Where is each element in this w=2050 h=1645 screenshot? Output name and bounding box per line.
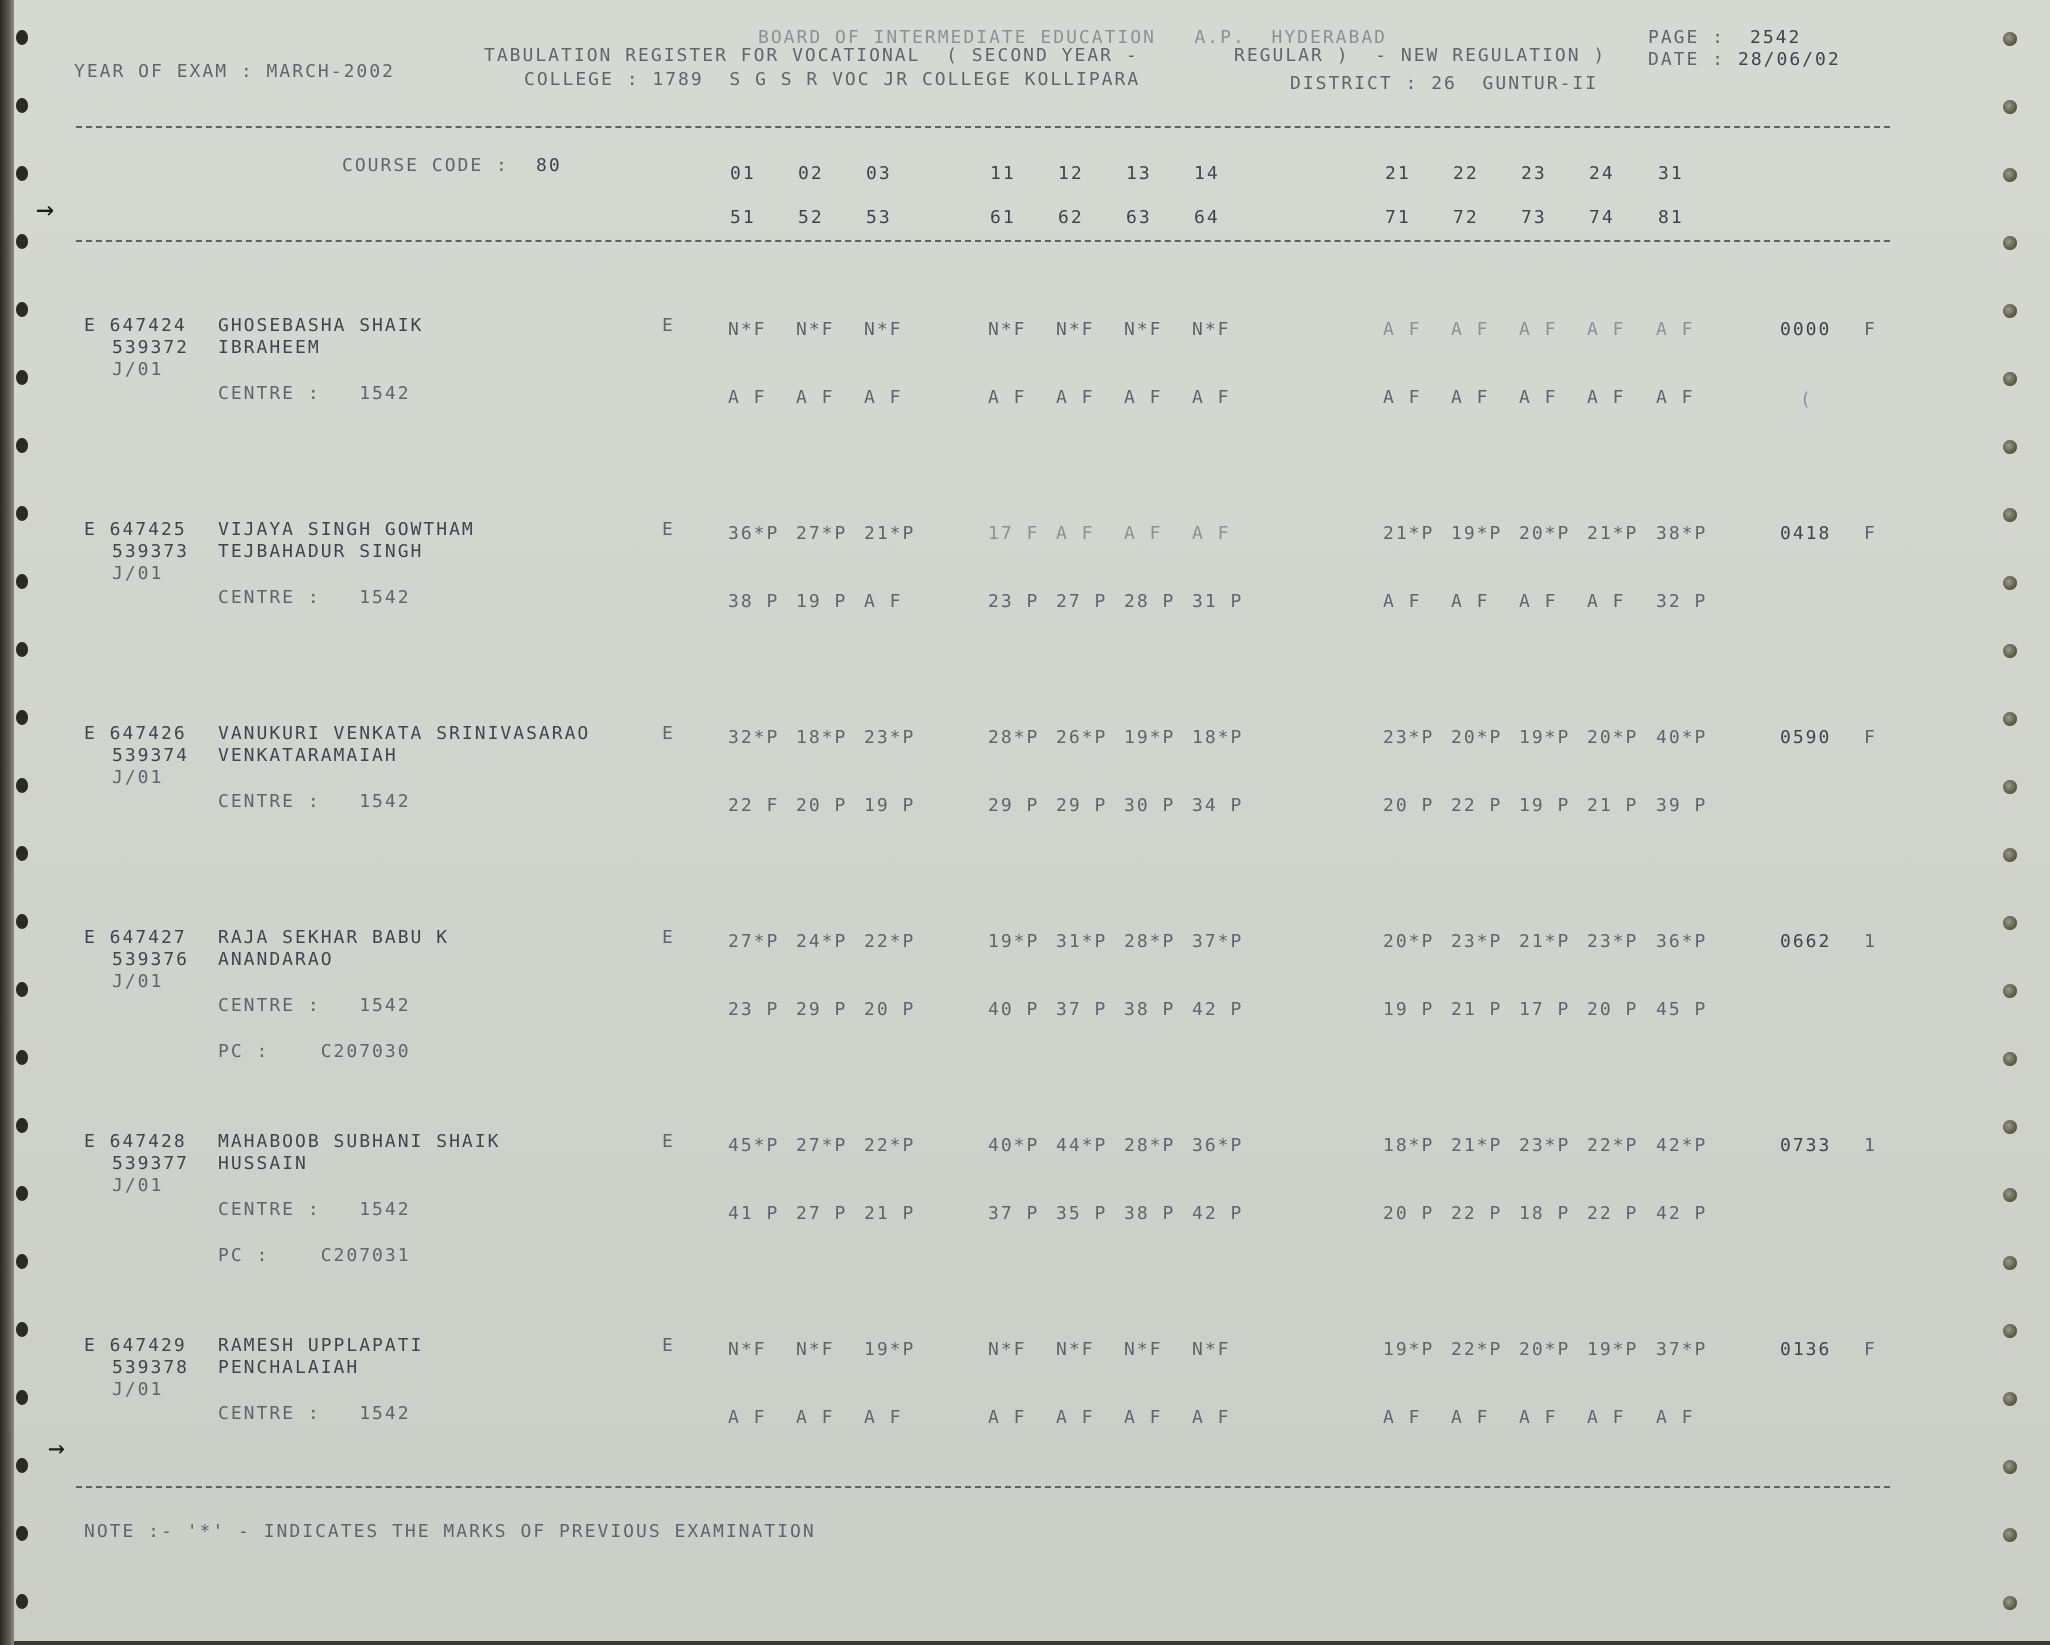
mark-cell: 19*P: [1451, 523, 1503, 544]
left-feed-hole: [16, 30, 28, 45]
left-feed-hole: [16, 1390, 28, 1405]
right-feed-hole: [2003, 440, 2017, 454]
arrow-mark: →: [36, 192, 57, 227]
print-date: 28/06/02: [1738, 49, 1841, 70]
mark-cell: 45*P: [728, 1135, 780, 1156]
mark-cell: A F: [1451, 1407, 1490, 1428]
mark-cell: 19*P: [1383, 1339, 1435, 1360]
mark-cell: N*F: [1056, 319, 1095, 340]
mark-cell: 22*P: [864, 931, 916, 952]
father-name: IBRAHEEM: [218, 337, 321, 358]
mark-cell: A F: [728, 1407, 767, 1428]
mark-cell: A F: [1519, 591, 1558, 612]
mark-cell: 37 P: [1056, 999, 1108, 1020]
course-code-top: 01: [730, 163, 756, 184]
exam-centre: CENTRE : 1542: [218, 995, 411, 1016]
district-name: DISTRICT : 26 GUNTUR-II: [1290, 73, 1599, 94]
right-feed-hole: [2003, 1256, 2017, 1270]
left-feed-hole: [16, 642, 28, 657]
page-label: PAGE :: [1648, 27, 1726, 48]
roll-number: 539374: [112, 745, 190, 766]
mark-cell: 36*P: [1192, 1135, 1244, 1156]
course-code-top: 14: [1194, 163, 1220, 184]
footer-divider: [76, 1486, 1890, 1488]
mark-cell: A F: [864, 1407, 903, 1428]
total-marks: 0000: [1780, 319, 1832, 340]
mark-cell: 41 P: [728, 1203, 780, 1224]
roll-number: 539373: [112, 541, 190, 562]
date-label: DATE :: [1648, 49, 1726, 70]
mark-cell: 19 P: [1519, 795, 1571, 816]
mark-cell: N*F: [796, 319, 835, 340]
student-id: E 647425: [84, 519, 187, 540]
mark-cell: 19*P: [864, 1339, 916, 1360]
right-feed-hole: [2003, 1392, 2017, 1406]
student-name: RAJA SEKHAR BABU K: [218, 927, 450, 948]
student-name: MAHABOOB SUBHANI SHAIK: [218, 1131, 501, 1152]
roll-number: 539378: [112, 1357, 190, 1378]
mark-cell: A F: [728, 387, 767, 408]
course-code-top: 03: [866, 163, 892, 184]
mark-cell: 20 P: [1383, 1203, 1435, 1224]
mark-cell: A F: [1587, 387, 1626, 408]
mark-cell: 23 P: [728, 999, 780, 1020]
mark-cell: A F: [1383, 1407, 1422, 1428]
medium-code: E: [662, 1131, 675, 1152]
mark-cell: 42*P: [1656, 1135, 1708, 1156]
group-code: J/01: [112, 1379, 164, 1400]
mark-cell: 36*P: [728, 523, 780, 544]
mark-cell: N*F: [1192, 1339, 1231, 1360]
mark-cell: A F: [1383, 387, 1422, 408]
mark-cell: N*F: [728, 319, 767, 340]
mark-cell: 19 P: [1383, 999, 1435, 1020]
mark-cell: 28*P: [988, 727, 1040, 748]
mark-cell: N*F: [1192, 319, 1231, 340]
course-code-label: COURSE CODE :: [342, 155, 509, 176]
mark-cell: A F: [1519, 387, 1558, 408]
mark-cell: 27*P: [796, 1135, 848, 1156]
student-id: E 647424: [84, 315, 187, 336]
mark-cell: 23*P: [864, 727, 916, 748]
pass-certificate: PC : C207031: [218, 1245, 411, 1266]
left-feed-hole: [16, 234, 28, 249]
mark-cell: A F: [1124, 387, 1163, 408]
result-code: F: [1864, 523, 1877, 544]
mark-cell: 22*P: [1451, 1339, 1503, 1360]
left-feed-hole: [16, 438, 28, 453]
student-name: GHOSEBASHA SHAIK: [218, 315, 424, 336]
mark-cell: 22 P: [1587, 1203, 1639, 1224]
mark-cell: A F: [1587, 319, 1626, 340]
course-code-bottom: 63: [1126, 207, 1152, 228]
exam-centre: CENTRE : 1542: [218, 1403, 411, 1424]
mark-cell: A F: [1192, 387, 1231, 408]
mark-cell: 31 P: [1192, 591, 1244, 612]
mark-cell: 23*P: [1587, 931, 1639, 952]
course-code-bottom: 81: [1658, 207, 1684, 228]
mark-cell: 20*P: [1587, 727, 1639, 748]
mark-cell: 28 P: [1124, 591, 1176, 612]
left-feed-hole: [16, 982, 28, 997]
mark-cell: 37*P: [1656, 1339, 1708, 1360]
mark-cell: 32*P: [728, 727, 780, 748]
total-marks: 0418: [1780, 523, 1832, 544]
register-title: TABULATION REGISTER FOR VOCATIONAL ( SECOND YEAR -: [484, 45, 1139, 66]
mark-cell: A F: [864, 387, 903, 408]
mark-cell: 30 P: [1124, 795, 1176, 816]
mark-cell: 21 P: [1451, 999, 1503, 1020]
mark-cell: N*F: [728, 1339, 767, 1360]
mark-cell: N*F: [1124, 319, 1163, 340]
group-code: J/01: [112, 1175, 164, 1196]
regulation-title: REGULAR ) - NEW REGULATION ): [1234, 45, 1607, 66]
right-feed-hole: [2003, 1596, 2017, 1610]
course-code-top: 23: [1521, 163, 1547, 184]
handwritten-mark: (: [1800, 389, 1813, 410]
result-code: 1: [1864, 931, 1877, 952]
left-feed-hole: [16, 1526, 28, 1541]
course-code-bottom: 72: [1453, 207, 1479, 228]
course-code-top: 11: [990, 163, 1016, 184]
left-feed-hole: [16, 1322, 28, 1337]
medium-code: E: [662, 315, 675, 336]
mark-cell: 32 P: [1656, 591, 1708, 612]
roll-number: 539372: [112, 337, 190, 358]
mark-cell: N*F: [988, 1339, 1027, 1360]
left-feed-hole: [16, 1458, 28, 1473]
mark-cell: A F: [1192, 523, 1231, 544]
right-feed-hole: [2003, 100, 2017, 114]
mark-cell: 38*P: [1656, 523, 1708, 544]
exam-centre: CENTRE : 1542: [218, 587, 411, 608]
course-code-bottom: 74: [1589, 207, 1615, 228]
course-code-bottom: 61: [990, 207, 1016, 228]
mark-cell: A F: [1587, 1407, 1626, 1428]
mark-cell: 22*P: [864, 1135, 916, 1156]
mark-cell: A F: [796, 387, 835, 408]
right-feed-hole: [2003, 304, 2017, 318]
right-feed-hole: [2003, 712, 2017, 726]
mark-cell: A F: [1656, 387, 1695, 408]
group-code: J/01: [112, 563, 164, 584]
mark-cell: 26*P: [1056, 727, 1108, 748]
left-feed-hole: [16, 1050, 28, 1065]
mark-cell: N*F: [796, 1339, 835, 1360]
mark-cell: A F: [1056, 387, 1095, 408]
mark-cell: 36*P: [1656, 931, 1708, 952]
mark-cell: A F: [1124, 523, 1163, 544]
mark-cell: 23*P: [1519, 1135, 1571, 1156]
mark-cell: 23 P: [988, 591, 1040, 612]
mark-cell: 21*P: [1519, 931, 1571, 952]
mark-cell: 40 P: [988, 999, 1040, 1020]
mark-cell: 20*P: [1519, 523, 1571, 544]
mark-cell: A F: [1656, 1407, 1695, 1428]
course-code-bottom: 51: [730, 207, 756, 228]
right-feed-hole: [2003, 1188, 2017, 1202]
binder-spine: [0, 0, 14, 1645]
course-code-value: 80: [536, 155, 562, 176]
course-code-top: 13: [1126, 163, 1152, 184]
right-feed-hole: [2003, 780, 2017, 794]
mark-cell: A F: [1519, 319, 1558, 340]
mark-cell: A F: [1056, 523, 1095, 544]
mark-cell: A F: [1451, 319, 1490, 340]
right-feed-hole: [2003, 576, 2017, 590]
right-feed-hole: [2003, 644, 2017, 658]
year-of-exam: YEAR OF EXAM : MARCH-2002: [74, 61, 395, 82]
student-id: E 647429: [84, 1335, 187, 1356]
exam-centre: CENTRE : 1542: [218, 791, 411, 812]
mark-cell: 28*P: [1124, 1135, 1176, 1156]
mark-cell: 19*P: [1124, 727, 1176, 748]
mark-cell: 24*P: [796, 931, 848, 952]
left-feed-hole: [16, 1186, 28, 1201]
right-feed-hole: [2003, 984, 2017, 998]
course-code-top: 12: [1058, 163, 1084, 184]
medium-code: E: [662, 927, 675, 948]
pass-certificate: PC : C207030: [218, 1041, 411, 1062]
mark-cell: A F: [988, 387, 1027, 408]
mark-cell: 40*P: [1656, 727, 1708, 748]
mark-cell: 20 P: [864, 999, 916, 1020]
mark-cell: 20 P: [796, 795, 848, 816]
roll-number: 539376: [112, 949, 190, 970]
mark-cell: A F: [1056, 1407, 1095, 1428]
mark-cell: 21*P: [1587, 523, 1639, 544]
right-feed-hole: [2003, 1528, 2017, 1542]
student-name: RAMESH UPPLAPATI: [218, 1335, 424, 1356]
mark-cell: 18*P: [1192, 727, 1244, 748]
left-feed-hole: [16, 1254, 28, 1269]
father-name: VENKATARAMAIAH: [218, 745, 398, 766]
father-name: TEJBAHADUR SINGH: [218, 541, 424, 562]
right-feed-hole: [2003, 848, 2017, 862]
mark-cell: 27*P: [796, 523, 848, 544]
right-feed-hole: [2003, 1052, 2017, 1066]
left-feed-hole: [16, 710, 28, 725]
result-code: F: [1864, 319, 1877, 340]
mark-cell: A F: [1383, 319, 1422, 340]
college-name: COLLEGE : 1789 S G S R VOC JR COLLEGE KOLLIPARA: [524, 69, 1141, 90]
group-code: J/01: [112, 767, 164, 788]
father-name: HUSSAIN: [218, 1153, 308, 1174]
mark-cell: 21 P: [864, 1203, 916, 1224]
mark-cell: 31*P: [1056, 931, 1108, 952]
mark-cell: 20*P: [1519, 1339, 1571, 1360]
mark-cell: A F: [1451, 387, 1490, 408]
mark-cell: 27 P: [1056, 591, 1108, 612]
left-feed-hole: [16, 846, 28, 861]
right-feed-hole: [2003, 916, 2017, 930]
mark-cell: 29 P: [988, 795, 1040, 816]
mark-cell: 23*P: [1451, 931, 1503, 952]
right-feed-hole: [2003, 32, 2017, 46]
tabulation-sheet: [14, 0, 2050, 1641]
page-number: 2542: [1750, 27, 1802, 48]
left-feed-hole: [16, 778, 28, 793]
course-code-top: 31: [1658, 163, 1684, 184]
mark-cell: A F: [796, 1407, 835, 1428]
arrow-mark: →: [48, 1431, 67, 1464]
mark-cell: A F: [1519, 1407, 1558, 1428]
mark-cell: 18*P: [1383, 1135, 1435, 1156]
header-divider: [76, 126, 1890, 128]
course-code-bottom: 62: [1058, 207, 1084, 228]
mark-cell: A F: [1587, 591, 1626, 612]
mark-cell: A F: [988, 1407, 1027, 1428]
mark-cell: 37 P: [988, 1203, 1040, 1224]
left-feed-hole: [16, 1594, 28, 1609]
mark-cell: 39 P: [1656, 795, 1708, 816]
mark-cell: 22*P: [1587, 1135, 1639, 1156]
mark-cell: 23*P: [1383, 727, 1435, 748]
result-code: F: [1864, 1339, 1877, 1360]
mark-cell: 19*P: [1587, 1339, 1639, 1360]
mark-cell: 21 P: [1587, 795, 1639, 816]
mark-cell: 20*P: [1451, 727, 1503, 748]
mark-cell: 38 P: [1124, 999, 1176, 1020]
father-name: ANANDARAO: [218, 949, 334, 970]
mark-cell: 19 P: [864, 795, 916, 816]
right-feed-hole: [2003, 508, 2017, 522]
mark-cell: A F: [1383, 591, 1422, 612]
mark-cell: 34 P: [1192, 795, 1244, 816]
student-name: VANUKURI VENKATA SRINIVASARAO: [218, 723, 591, 744]
right-feed-hole: [2003, 1460, 2017, 1474]
medium-code: E: [662, 723, 675, 744]
mark-cell: 42 P: [1192, 1203, 1244, 1224]
result-code: 1: [1864, 1135, 1877, 1156]
exam-centre: CENTRE : 1542: [218, 383, 411, 404]
total-marks: 0590: [1780, 727, 1832, 748]
mark-cell: A F: [1451, 591, 1490, 612]
exam-centre: CENTRE : 1542: [218, 1199, 411, 1220]
left-feed-hole: [16, 166, 28, 181]
mark-cell: 20 P: [1587, 999, 1639, 1020]
mark-cell: 19*P: [1519, 727, 1571, 748]
mark-cell: 20 P: [1383, 795, 1435, 816]
mark-cell: 19 P: [796, 591, 848, 612]
mark-cell: 28*P: [1124, 931, 1176, 952]
left-feed-hole: [16, 574, 28, 589]
course-code-top: 24: [1589, 163, 1615, 184]
left-feed-hole: [16, 370, 28, 385]
course-code-top: 02: [798, 163, 824, 184]
medium-code: E: [662, 519, 675, 540]
mark-cell: 20*P: [1383, 931, 1435, 952]
mark-cell: 42 P: [1192, 999, 1244, 1020]
roll-number: 539377: [112, 1153, 190, 1174]
mark-cell: N*F: [864, 319, 903, 340]
mark-cell: 45 P: [1656, 999, 1708, 1020]
mark-cell: 21*P: [1383, 523, 1435, 544]
father-name: PENCHALAIAH: [218, 1357, 360, 1378]
medium-code: E: [662, 1335, 675, 1356]
mark-cell: N*F: [1124, 1339, 1163, 1360]
result-code: F: [1864, 727, 1877, 748]
course-code-bottom: 52: [798, 207, 824, 228]
mark-cell: A F: [1656, 319, 1695, 340]
mark-cell: 17 P: [1519, 999, 1571, 1020]
right-feed-hole: [2003, 372, 2017, 386]
mark-cell: 18 P: [1519, 1203, 1571, 1224]
course-code-top: 21: [1385, 163, 1411, 184]
mark-cell: 17 F: [988, 523, 1040, 544]
left-feed-hole: [16, 506, 28, 521]
student-id: E 647428: [84, 1131, 187, 1152]
mark-cell: 22 P: [1451, 1203, 1503, 1224]
mark-cell: 42 P: [1656, 1203, 1708, 1224]
mark-cell: A F: [1192, 1407, 1231, 1428]
course-code-bottom: 73: [1521, 207, 1547, 228]
right-feed-hole: [2003, 168, 2017, 182]
mark-cell: 38 P: [1124, 1203, 1176, 1224]
mark-cell: 35 P: [1056, 1203, 1108, 1224]
total-marks: 0733: [1780, 1135, 1832, 1156]
mark-cell: A F: [1124, 1407, 1163, 1428]
course-code-bottom: 71: [1385, 207, 1411, 228]
mark-cell: 44*P: [1056, 1135, 1108, 1156]
mark-cell: 27 P: [796, 1203, 848, 1224]
right-feed-hole: [2003, 236, 2017, 250]
course-code-bottom: 53: [866, 207, 892, 228]
student-id: E 647427: [84, 927, 187, 948]
mark-cell: 21*P: [1451, 1135, 1503, 1156]
mark-cell: 29 P: [1056, 795, 1108, 816]
mark-cell: 37*P: [1192, 931, 1244, 952]
mark-cell: N*F: [1056, 1339, 1095, 1360]
mark-cell: 27*P: [728, 931, 780, 952]
total-marks: 0136: [1780, 1339, 1832, 1360]
mark-cell: 18*P: [796, 727, 848, 748]
left-feed-hole: [16, 98, 28, 113]
group-code: J/01: [112, 359, 164, 380]
student-name: VIJAYA SINGH GOWTHAM: [218, 519, 475, 540]
mark-cell: 19*P: [988, 931, 1040, 952]
mark-cell: N*F: [988, 319, 1027, 340]
left-feed-hole: [16, 914, 28, 929]
total-marks: 0662: [1780, 931, 1832, 952]
mark-cell: A F: [864, 591, 903, 612]
course-code-bottom: 64: [1194, 207, 1220, 228]
mark-cell: 21*P: [864, 523, 916, 544]
left-feed-hole: [16, 1118, 28, 1133]
right-feed-hole: [2003, 1324, 2017, 1338]
course-divider: [76, 240, 1890, 242]
board-title: BOARD OF INTERMEDIATE EDUCATION A.P. HYDERABAD: [758, 27, 1388, 48]
course-code-top: 22: [1453, 163, 1479, 184]
student-id: E 647426: [84, 723, 187, 744]
mark-cell: 22 F: [728, 795, 780, 816]
left-feed-hole: [16, 302, 28, 317]
right-feed-hole: [2003, 1120, 2017, 1134]
group-code: J/01: [112, 971, 164, 992]
mark-cell: 22 P: [1451, 795, 1503, 816]
mark-cell: 38 P: [728, 591, 780, 612]
mark-cell: 29 P: [796, 999, 848, 1020]
footer-note: NOTE :- '*' - INDICATES THE MARKS OF PREVIOUS EXAMINATION: [84, 1521, 816, 1542]
mark-cell: 40*P: [988, 1135, 1040, 1156]
